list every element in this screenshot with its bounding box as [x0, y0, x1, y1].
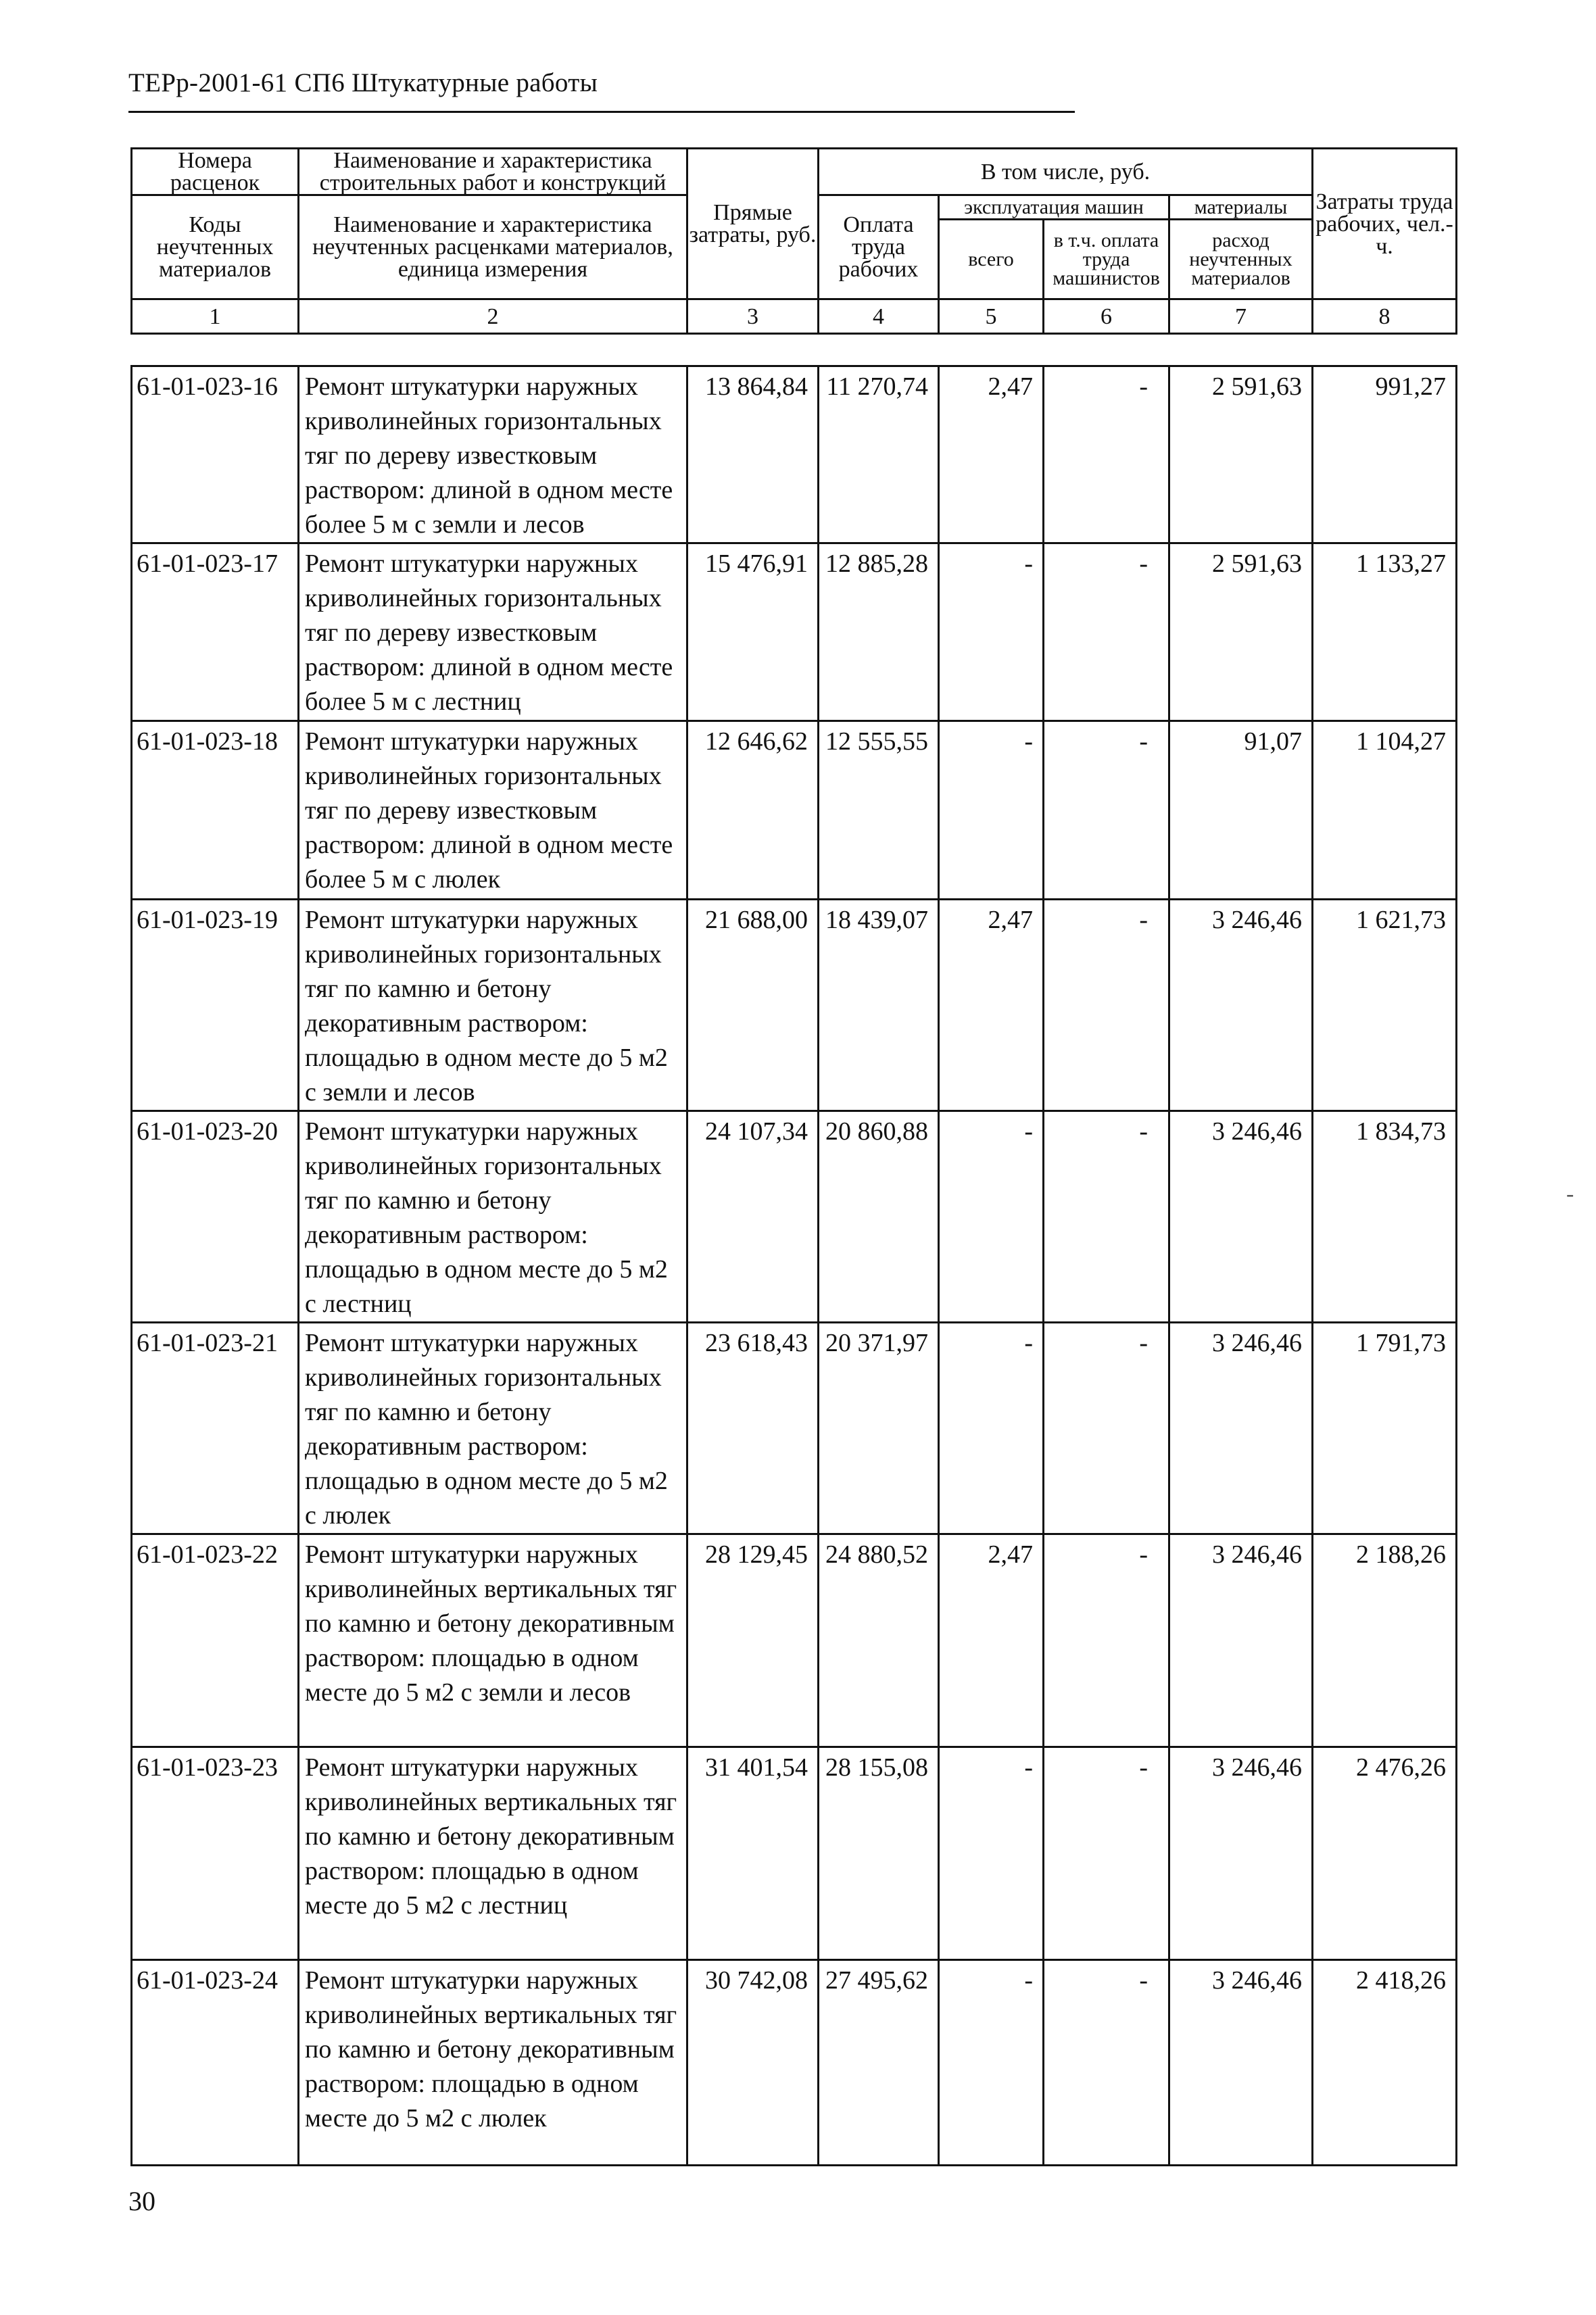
work-description: Ремонт штукатурки наружных криволинейных горизонтальных тяг по дереву известковым раствором: длиной в одном месте более 5 м с лестниц: [299, 543, 687, 721]
header-materials: материалы: [1169, 195, 1313, 220]
header-unaccounted-materials: расход неучтенных материалов: [1169, 220, 1313, 299]
column-number: 1: [132, 299, 299, 334]
rate-code: 61-01-023-18: [132, 721, 299, 900]
labor-pay-value: 12 555,55: [819, 721, 939, 900]
table-row: [132, 721, 1457, 900]
labor-hours-value: 1 791,73: [1313, 1323, 1457, 1534]
direct-costs-value: 28 129,45: [687, 1534, 819, 1747]
materials-value: 3 246,46: [1169, 900, 1313, 1111]
page-number: 30: [128, 2186, 155, 2216]
labor-hours-value: 1 104,27: [1313, 721, 1457, 900]
table-row: [132, 1747, 1457, 1960]
labor-hours-value: 1 621,73: [1313, 900, 1457, 1111]
materials-value: 91,07: [1169, 721, 1313, 900]
materials-value: 2 591,63: [1169, 543, 1313, 721]
machines-total-value: 2,47: [939, 900, 1044, 1111]
column-number: 2: [299, 299, 687, 334]
rate-code: 61-01-023-21: [132, 1323, 299, 1534]
header-material-codes: Коды неучтенных материалов: [132, 195, 299, 299]
header-rate-numbers: Номера расценок: [132, 149, 299, 195]
header-work-name: Наименование и характеристика строительных работ и конструкций: [299, 149, 687, 195]
table-row: [132, 366, 1457, 543]
rate-code: 61-01-023-17: [132, 543, 299, 721]
work-description: Ремонт штукатурки наружных криволинейных вертикальных тяг по камню и бетону декоративным раствором: площадью в одном месте до 5 м2 с земли и лесов: [299, 1534, 687, 1747]
header-machinist-pay: в т.ч. оплата труда машинистов: [1044, 220, 1169, 299]
machinist-pay-value: -: [1044, 1323, 1169, 1534]
materials-value: 3 246,46: [1169, 1747, 1313, 1960]
labor-hours-value: 1 133,27: [1313, 543, 1457, 721]
work-description: Ремонт штукатурки наружных криволинейных вертикальных тяг по камню и бетону декоративным раствором: площадью в одном месте до 5 м2 с лестниц: [299, 1747, 687, 1960]
direct-costs-value: 15 476,91: [687, 543, 819, 721]
labor-pay-value: 27 495,62: [819, 1960, 939, 2166]
work-description: Ремонт штукатурки наружных криволинейных горизонтальных тяг по дереву известковым раствором: длиной в одном месте более 5 м с люлек: [299, 721, 687, 900]
header-including: В том числе, руб.: [819, 149, 1313, 195]
table-row: [132, 1534, 1457, 1747]
materials-value: 3 246,46: [1169, 1111, 1313, 1323]
labor-hours-value: 2 476,26: [1313, 1747, 1457, 1960]
table-row: [132, 900, 1457, 1111]
direct-costs-value: 13 864,84: [687, 366, 819, 543]
work-description: Ремонт штукатурки наружных криволинейных горизонтальных тяг по дереву известковым раствором: длиной в одном месте более 5 м с земли и лесов: [299, 366, 687, 543]
direct-costs-value: 31 401,54: [687, 1747, 819, 1960]
column-number: 7: [1169, 299, 1313, 334]
column-number: 5: [939, 299, 1044, 334]
rates-table: [130, 365, 1457, 2166]
header-labor-hours: Затраты труда рабочих, чел.-ч.: [1313, 149, 1457, 299]
table-row: [132, 1960, 1457, 2166]
rate-code: 61-01-023-20: [132, 1111, 299, 1323]
machines-total-value: 2,47: [939, 366, 1044, 543]
machines-total-value: 2,47: [939, 1534, 1044, 1747]
machinist-pay-value: -: [1044, 366, 1169, 543]
machines-total-value: -: [939, 543, 1044, 721]
materials-value: 2 591,63: [1169, 366, 1313, 543]
work-description: Ремонт штукатурки наружных криволинейных горизонтальных тяг по камню и бетону декоративным раствором: площадью в одном месте до 5 м2 с лестниц: [299, 1111, 687, 1323]
header-labor-pay: Оплата труда рабочих: [819, 195, 939, 299]
machinist-pay-value: -: [1044, 900, 1169, 1111]
labor-pay-value: 20 371,97: [819, 1323, 939, 1534]
header-direct-costs: Прямые затраты, руб.: [687, 149, 819, 299]
labor-hours-value: 991,27: [1313, 366, 1457, 543]
direct-costs-value: 12 646,62: [687, 721, 819, 900]
header-machines-total: всего: [939, 220, 1044, 299]
direct-costs-value: 23 618,43: [687, 1323, 819, 1534]
labor-hours-value: 1 834,73: [1313, 1111, 1457, 1323]
page-header: ТЕРр-2001-61 СП6 Штукатурные работы: [128, 68, 598, 97]
machinist-pay-value: -: [1044, 721, 1169, 900]
labor-pay-value: 18 439,07: [819, 900, 939, 1111]
rate-code: 61-01-023-22: [132, 1534, 299, 1747]
materials-value: 3 246,46: [1169, 1960, 1313, 2166]
direct-costs-value: 21 688,00: [687, 900, 819, 1111]
machines-total-value: -: [939, 721, 1044, 900]
work-description: Ремонт штукатурки наружных криволинейных горизонтальных тяг по камню и бетону декоративным раствором: площадью в одном месте до 5 м2 с земли и лесов: [299, 900, 687, 1111]
column-number: 8: [1313, 299, 1457, 334]
machinist-pay-value: -: [1044, 1111, 1169, 1323]
work-description: Ремонт штукатурки наружных криволинейных вертикальных тяг по камню и бетону декоративным раствором: площадью в одном месте до 5 м2 с люлек: [299, 1960, 687, 2166]
table-row: [132, 543, 1457, 721]
header-material-name: Наименование и характеристика неучтенных расценками материалов, единица измерения: [299, 195, 687, 299]
column-number: 4: [819, 299, 939, 334]
machines-total-value: -: [939, 1960, 1044, 2166]
machines-total-value: -: [939, 1747, 1044, 1960]
machinist-pay-value: -: [1044, 543, 1169, 721]
direct-costs-value: 24 107,34: [687, 1111, 819, 1323]
rate-code: 61-01-023-16: [132, 366, 299, 543]
table-row: [132, 1111, 1457, 1323]
header-rule: [128, 111, 1075, 113]
labor-hours-value: 2 418,26: [1313, 1960, 1457, 2166]
labor-pay-value: 28 155,08: [819, 1747, 939, 1960]
direct-costs-value: 30 742,08: [687, 1960, 819, 2166]
machinist-pay-value: -: [1044, 1960, 1169, 2166]
labor-pay-value: 12 885,28: [819, 543, 939, 721]
rate-code: 61-01-023-23: [132, 1747, 299, 1960]
materials-value: 3 246,46: [1169, 1534, 1313, 1747]
labor-hours-value: 2 188,26: [1313, 1534, 1457, 1747]
header-machines: эксплуатация машин: [939, 195, 1169, 220]
table-row: [132, 1323, 1457, 1534]
column-header-table: [130, 147, 1457, 335]
labor-pay-value: 11 270,74: [819, 366, 939, 543]
rate-code: 61-01-023-24: [132, 1960, 299, 2166]
edge-mark: -: [1566, 1181, 1574, 1207]
machines-total-value: -: [939, 1111, 1044, 1323]
column-number: 3: [687, 299, 819, 334]
work-description: Ремонт штукатурки наружных криволинейных горизонтальных тяг по камню и бетону декоративным раствором: площадью в одном месте до 5 м2 с люлек: [299, 1323, 687, 1534]
rate-code: 61-01-023-19: [132, 900, 299, 1111]
labor-pay-value: 24 880,52: [819, 1534, 939, 1747]
column-number: 6: [1044, 299, 1169, 334]
materials-value: 3 246,46: [1169, 1323, 1313, 1534]
machinist-pay-value: -: [1044, 1747, 1169, 1960]
labor-pay-value: 20 860,88: [819, 1111, 939, 1323]
machines-total-value: -: [939, 1323, 1044, 1534]
machinist-pay-value: -: [1044, 1534, 1169, 1747]
